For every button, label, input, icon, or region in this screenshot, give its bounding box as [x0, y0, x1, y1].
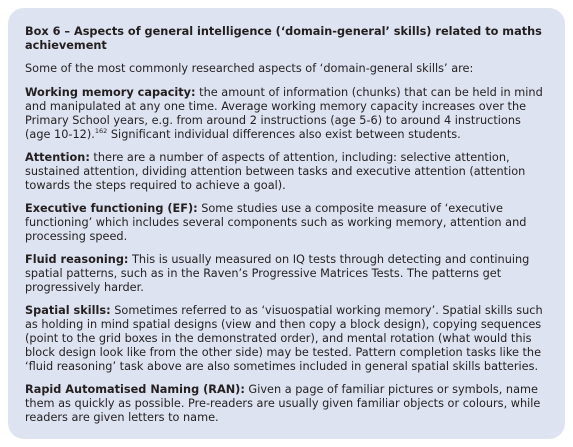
item-term: Working memory capacity: [25, 86, 196, 99]
item-text: Sometimes referred to as ‘visuospatial working memory’. Spatial skills such as holding in mind spatial designs (view and then copy a block design), copying sequences (point to the grid boxes in the demonstrated order), and mental rotation (what would this block design look like from the other side) may be tested. Pattern completion tasks like the ‘fluid reasoning’ task above are also sometimes included in general spatial skills batteries. [25, 304, 543, 373]
item-fluid-reasoning [25, 253, 549, 295]
box-title: Box 6 – Aspects of general intelligence (‘domain-general’ skills) related to maths achievement [25, 25, 542, 52]
item-term: Fluid reasoning: [25, 253, 129, 266]
item-text-after: Significant individual differences also exist between students. [107, 128, 461, 141]
item-term: Executive functioning (EF): [25, 202, 198, 215]
item-text: there are a number of aspects of attention, including: selective attention, sustained attention, dividing attention between tasks and executive attention (attention towards the steps required to achieve a goal). [25, 151, 526, 192]
item-spatial-skills [25, 304, 549, 374]
item-text: Given a page of familiar pictures or symbols, name them as quickly as possible. Pre-readers are usually given familiar objects or colours, while readers are given letters to name. [25, 383, 541, 424]
item-text: the amount of information (chunks) that can be held in mind and manipulated at any one time. Average working memory capacity increases over the Primary School years, e.g. from around 2 instructions (age 5-6) to around 4 instructions (age 10-12). [25, 86, 543, 141]
item-term: Rapid Automatised Naming (RAN): [25, 383, 245, 396]
item-term: Spatial skills: [25, 304, 111, 317]
item-working-memory [25, 86, 549, 142]
item-term: Attention: [25, 151, 90, 164]
item-text: Some studies use a composite measure of ‘executive functioning’ which includes several components such as working memory, attention and processing speed. [25, 202, 527, 243]
box-intro: Some of the most commonly researched aspects of ‘domain-general skills’ are: [25, 62, 474, 75]
info-box [8, 8, 565, 439]
footnote-ref: 162 [94, 127, 108, 136]
item-executive-functioning [25, 202, 549, 244]
item-rapid-automatised-naming [25, 383, 549, 425]
item-text: This is usually measured on IQ tests through detecting and continuing spatial patterns, such as in the Raven’s Progressive Matrices Tests. The patterns get progressively harder. [25, 253, 530, 294]
item-attention [25, 151, 549, 193]
